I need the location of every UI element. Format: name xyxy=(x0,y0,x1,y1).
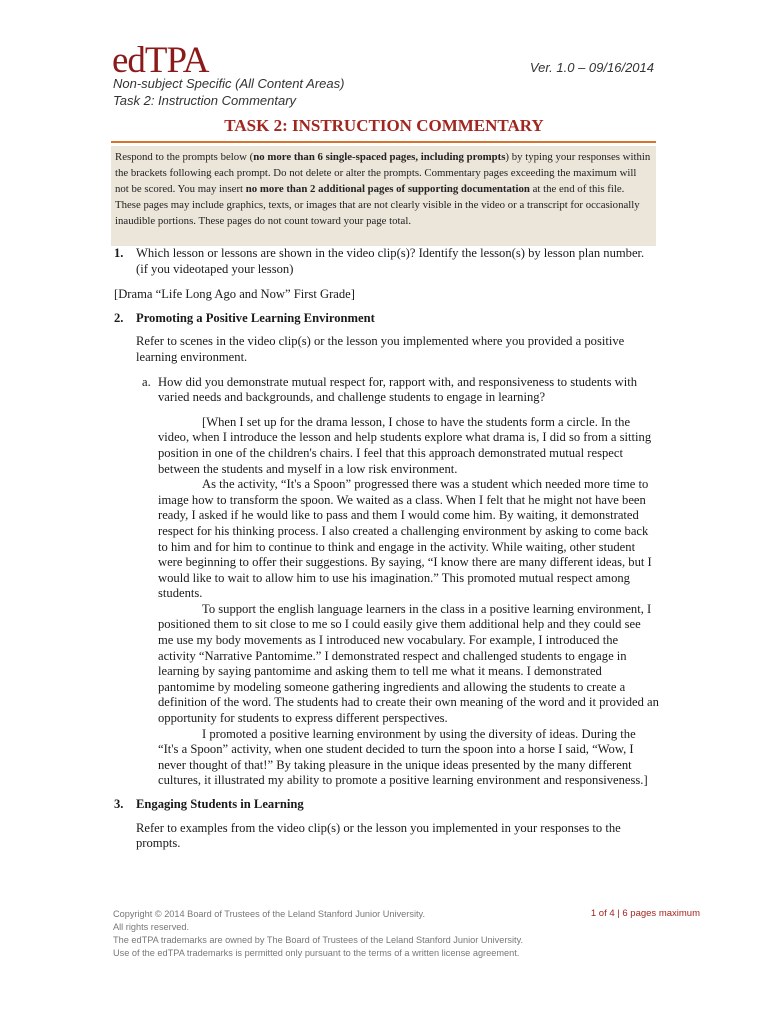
instructions-bold-supporting: no more than 2 additional pages of supporting documentation xyxy=(245,183,530,195)
edtpa-logo: edTPA xyxy=(112,40,209,81)
title-divider xyxy=(111,141,656,143)
question-3-heading xyxy=(114,797,659,813)
sub-prompt: How did you demonstrate mutual respect for, rapport with, and responsiveness to students with varied needs and backgrounds, and challenge students to engage in learning? xyxy=(158,374,638,405)
instructions-text: at the end of this file. These pages may include graphics, texts, or images that are not clearly visible in the video or a transcript for occasionally inaudible portions. These pages do not count toward your page total. xyxy=(115,183,640,227)
question-number: 2. xyxy=(114,310,124,325)
question-2-prompt: Refer to scenes in the video clip(s) or the lesson you implemented where you provided a positive learning environment. xyxy=(136,334,625,364)
subtitle-subject: Non-subject Specific (All Content Areas) xyxy=(113,76,345,91)
question-2a xyxy=(114,375,659,406)
section-heading: Promoting a Positive Learning Environment xyxy=(136,310,375,325)
response-paragraph: [When I set up for the drama lesson, I chose to have the students form a circle. In the video, when I introduce the lesson and help students explore what drama is, I did so from a sitting position in one of the children's chairs. I feel that this approach demonstrated mutual respect between the students and myself in a low risk environment. xyxy=(158,414,652,476)
footer-line: All rights reserved. xyxy=(113,922,190,932)
page-title: TASK 2: INSTRUCTION COMMENTARY xyxy=(224,116,544,135)
footer-line: The edTPA trademarks are owned by The Board of Trustees of the Leland Stanford Junior University. Use of the edTPA trademarks is permitted only pursuant to the terms of a written license agreement. xyxy=(113,935,524,958)
question-3-prompt: Refer to examples from the video clip(s) or the lesson you implemented in your responses to the prompts. xyxy=(136,820,621,851)
response-paragraph: I promoted a positive learning environment by using the diversity of ideas. During the “It's a Spoon” activity, when one student decided to turn the spoon into a horse I said, “Wow, I never thought of that!” By taking pleasure in the unique ideas presented by the many different cultures, it illustrated my ability to promote a positive learning environment and responsiveness.] xyxy=(158,726,648,788)
question-number: 1. xyxy=(114,246,124,260)
instructions-bold-limit: no more than 6 single-spaced pages, including prompts xyxy=(253,151,506,163)
response-paragraph: To support the english language learners in the class in a positive learning environment, I positioned them to sit close to me so I could easily give them additional help and they could see me use my body movements as I introduced new vocabulary. For example, I introduced the activity “Narrative Pantomime.” I demonstrated respect and challenged students to engage in learning by saying pantomime and asking them to tell me what it means. I demonstrated pantomime by modeling someone gathering ingredients and allowing the students to create a definition of the word. The students had to create their own meaning of the word and it provided an opportunity for students to express different perspectives. xyxy=(158,601,659,726)
section-heading: Engaging Students in Learning xyxy=(136,797,304,811)
sub-letter: a. xyxy=(142,374,151,389)
commentary-body xyxy=(114,246,659,852)
question-1-response: [Drama “Life Long Ago and Now” First Grade] xyxy=(114,287,355,302)
instructions-text: ) by typing your responses within the brackets following each prompt. Do not delete or alter the prompts. Commentary pages exceeding the maximum will not be scored. You may insert xyxy=(115,151,651,195)
question-2-heading xyxy=(114,311,659,327)
subtitle-task: Task 2: Instruction Commentary xyxy=(113,93,297,108)
footer-copyright xyxy=(113,908,533,960)
page-number: 1 of 4 | 6 pages maximum xyxy=(590,908,700,919)
response-paragraph: As the activity, “It's a Spoon” progressed there was a student which needed more time to image how to transform the spoon. We waited as a class. When I felt that he might not have been ready, I asked if he would like to pass and them I would come him. By waiting, it demonstrated respect for his thinking process. I also created a challenging environment by asking to come back to him and for him to continue to think and engage in the activity. While waiting, other student were beginning to offer their suggestions. By saying, “I know there are many different ideas, but I would like to wait to allow him to use his imagination.” This promoted mutual respect among students. xyxy=(158,477,652,601)
instructions-box xyxy=(111,146,656,246)
question-1 xyxy=(114,246,659,277)
version-label: Ver. 1.0 – 09/16/2014 xyxy=(529,60,654,75)
question-2a-response xyxy=(114,415,659,789)
footer-line: Copyright © 2014 Board of Trustees of the Leland Stanford Junior University. xyxy=(113,909,425,919)
question-prompt: Which lesson or lessons are shown in the video clip(s)? Identify the lesson(s) by lesson plan number. (if you videotaped your lesson) xyxy=(136,246,645,276)
question-number: 3. xyxy=(114,797,124,811)
instructions-text: Respond to the prompts below ( xyxy=(115,151,254,163)
